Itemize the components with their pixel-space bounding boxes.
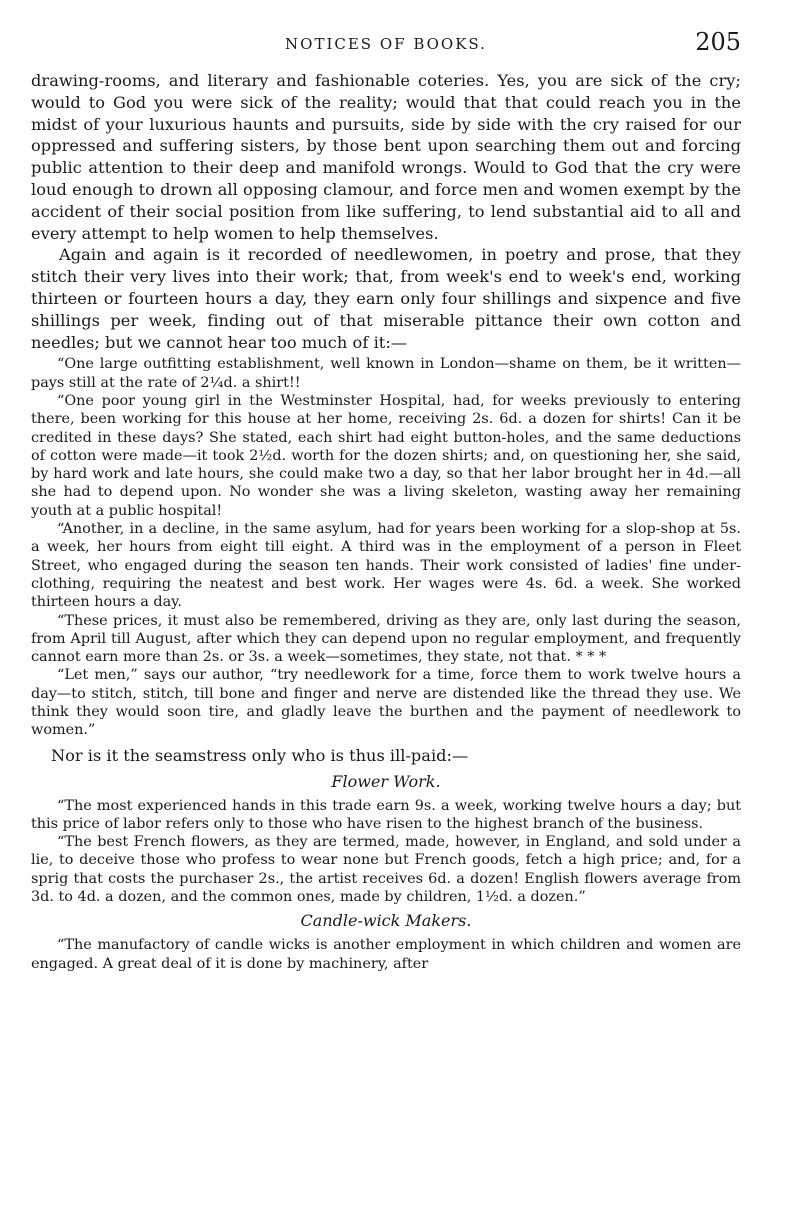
quote-paragraph: “The best French flowers, as they are termed, made, however, in England, and sold under a lie, to deceive those who profess to wear none but French goods, fetch a high price; and, for a sprig that costs the purchaser 2s., the artist receives 6d. a dozen! English flowers average from 3d. to 4d. a dozen, and the common ones, made by children, 1½d. a dozen.” xyxy=(31,834,741,906)
quote-paragraph: “Let men,” says our author, “try needlework for a time, force them to work twelve hours a day—to stitch, stitch, till bone and finger and nerve are distended like the thread they use. We think they would soon tire, and gladly leave the burthen and the payment of needlework to women.” xyxy=(31,667,741,739)
flower-work-quotes xyxy=(31,797,741,907)
transition-line: Nor is it the seamstress only who is thus ill-paid:— xyxy=(51,745,469,765)
running-title: NOTICES OF BOOKS. xyxy=(285,35,487,53)
section-heading-candle-wick-makers: Candle-wick Makers. xyxy=(300,911,472,931)
running-header xyxy=(31,28,741,58)
body-paragraph: Again and again is it recorded of needlewomen, in poetry and prose, that they stitch their very lives into their work; that, from week's end to week's end, working thirteen or fourteen hours a day, they earn only four shillings and sixpence and five shillings per week, finding out of that miserable pittance their own cotton and needles; but we cannot hear too much of it:— xyxy=(31,245,741,352)
quote-paragraph: “The most experienced hands in this trade earn 9s. a week, working twelve hours a day; but this price of labor refers only to those who have risen to the highest branch of the business. xyxy=(31,797,741,832)
quote-paragraph: “One poor young girl in the Westminster Hospital, had, for weeks previously to entering there, been working for this house at her home, receiving 2s. 6d. a dozen for shirts! Can it be credited in these days? She stated, each shirt had eight button-holes, and the same deductions of cotton were made—it took 2½d. worth for the dozen shirts; and, on questioning her, she said, by hard work and late hours, she could make two a day, so that her labor brought her in 4d.—all she had to depend upon. No wonder she was a living skeleton, wasting away her remaining youth at a public hospital! xyxy=(31,392,741,519)
section-heading-flower-work: Flower Work. xyxy=(331,771,441,791)
quote-paragraph: “The manufactory of candle wicks is another employment in which children and women are engaged. A great deal of it is done by machinery, after xyxy=(31,937,741,972)
body-paragraph: drawing-rooms, and literary and fashionable coteries. Yes, you are sick of the cry; would to God you were sick of the reality; would that that could reach you in the midst of your luxurious haunts and pursuits, side by side with the cry raised for our oppressed and suffering sisters, by those bent upon searching them out and forcing public attention to their deep and manifold wrongs. Would to God that the cry were loud enough to drown all opposing clamour, and force men and women exempt by the accident of their social position from like suffering, to lend substantial aid to all and every attempt to help women to help themselves. xyxy=(31,71,741,243)
page-number: 205 xyxy=(695,28,741,56)
candle-wick-quotes xyxy=(31,936,741,973)
quote-paragraph: “Another, in a decline, in the same asylum, had for years been working for a slop-shop at 5s. a week, her hours from eight till eight. A third was in the employment of a person in Fleet Street, who engaged during the season ten hands. Their work consisted of ladies' fine under-clothing, requiring the neatest and best work. Her wages were 4s. 6d. a week. She worked thirteen hours a day. xyxy=(31,521,741,611)
book-page xyxy=(31,28,741,978)
quote-paragraph: “These prices, it must also be remembered, driving as they are, only last during the season, from April till August, after which they can depend upon no regular employment, and frequently cannot earn more than 2s. or 3s. a week—sometimes, they state, not that. * * * xyxy=(31,612,741,666)
needlework-quotes xyxy=(31,355,741,739)
quote-paragraph: “One large outfitting establishment, well known in London—shame on them, be it written—pays still at the rate of 2¼d. a shirt!! xyxy=(31,356,741,391)
